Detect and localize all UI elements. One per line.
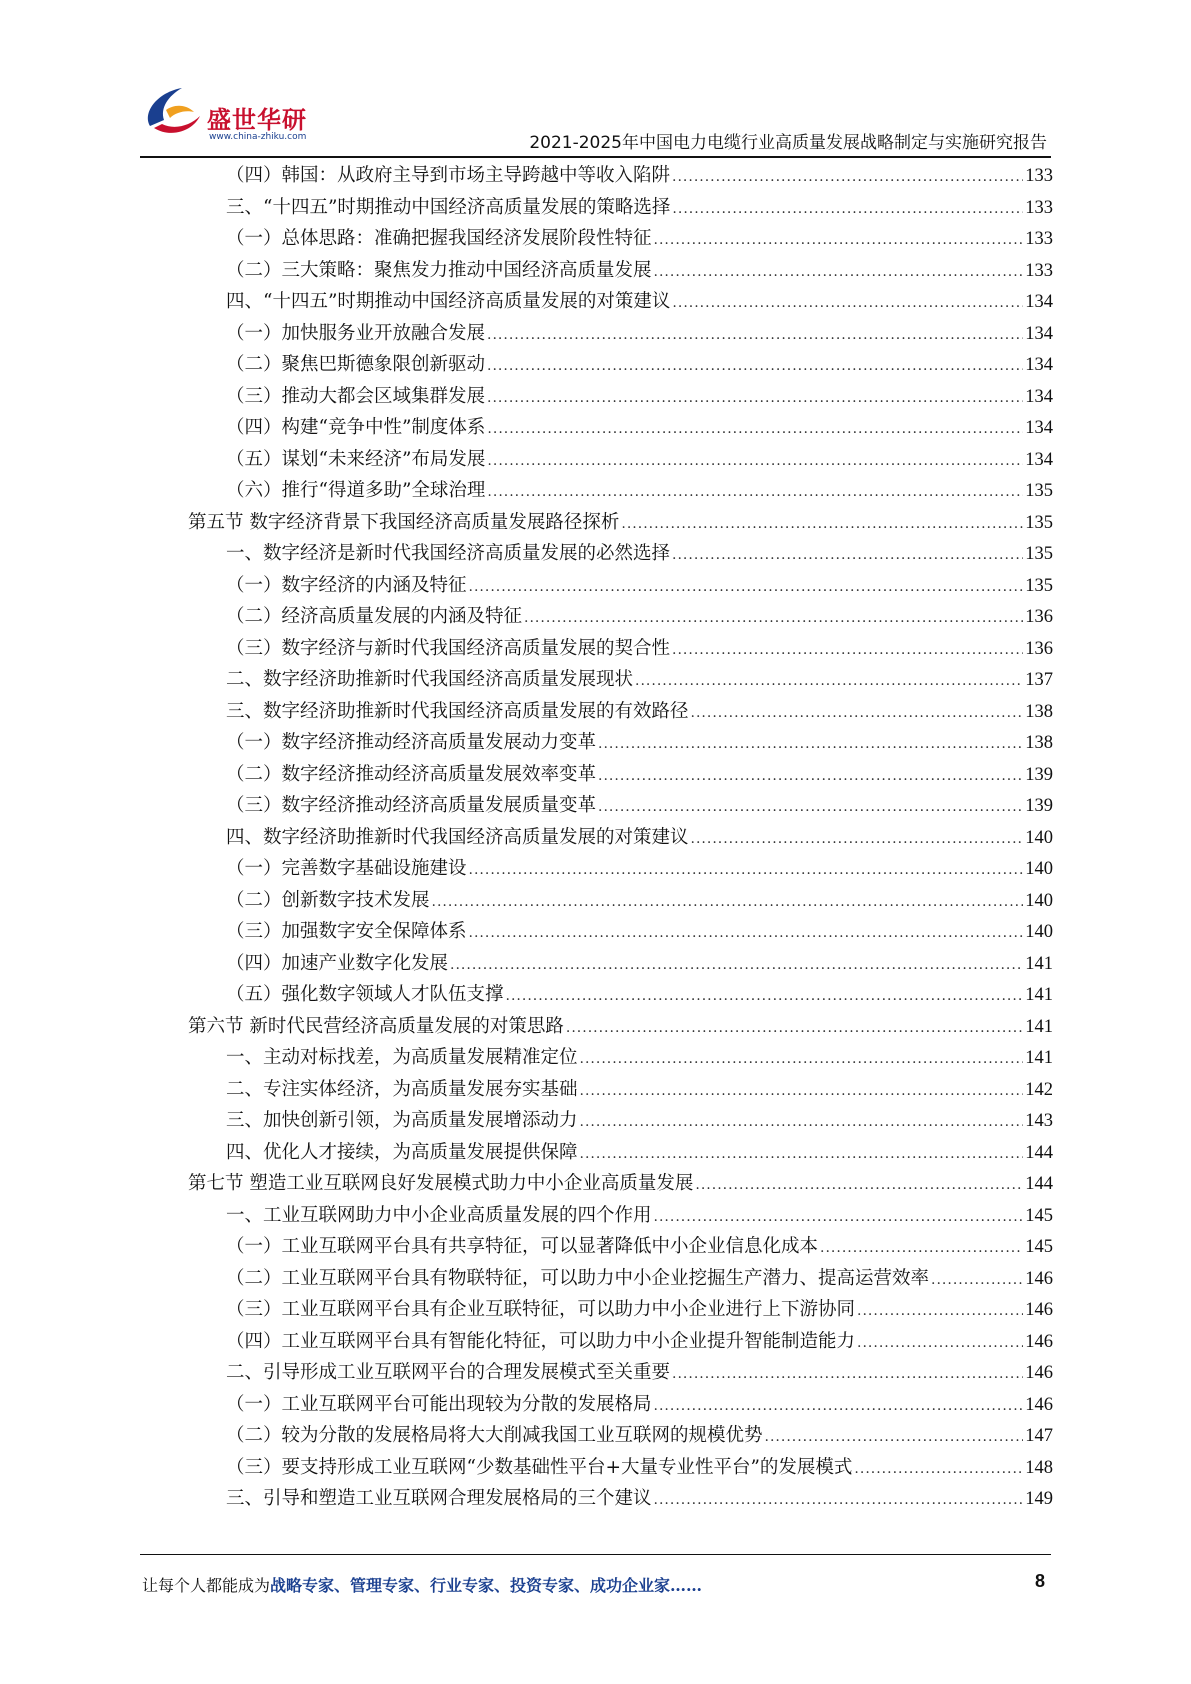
toc-leader-dots xyxy=(580,1076,1024,1108)
toc-entry[interactable] xyxy=(188,885,1053,917)
toc-leader-dots xyxy=(854,1454,1023,1486)
toc-entry-label: 一、工业互联网助力中小企业高质量发展的四个作用 xyxy=(226,1204,652,1226)
toc-entry[interactable] xyxy=(188,696,1053,728)
toc-entry[interactable] xyxy=(188,1011,1053,1043)
toc-entry-page: 135 xyxy=(1025,512,1053,533)
toc-entry-label: （二）工业互联网平台具有物联特征，可以助力中小企业挖掘生产潜力、提高运营效率 xyxy=(226,1267,930,1289)
page-number: 8 xyxy=(1034,1571,1045,1591)
toc-entry-page: 139 xyxy=(1025,796,1053,816)
toc-entry-page: 141 xyxy=(1025,953,1053,974)
toc-leader-dots xyxy=(487,414,1023,446)
toc-entry-label: （一）完善数字基础设施建设 xyxy=(226,858,467,879)
toc-leader-dots xyxy=(621,509,1023,541)
toc-leader-dots xyxy=(566,1013,1023,1045)
toc-entry-label: 四、数字经济助推新时代我国经济高质量发展的对策建议 xyxy=(226,826,689,848)
toc-entry-label: 三、加快创新引领，为高质量发展增添动力 xyxy=(226,1110,578,1131)
toc-leader-dots xyxy=(654,225,1024,257)
toc-leader-dots xyxy=(469,572,1024,604)
toc-entry[interactable] xyxy=(188,1389,1053,1421)
toc-entry-label: （五）谋划“未来经济”布局发展 xyxy=(226,448,486,470)
toc-entry-page: 134 xyxy=(1025,449,1053,470)
toc-leader-dots xyxy=(580,1107,1024,1139)
toc-entry[interactable] xyxy=(188,1452,1053,1484)
toc-entry[interactable] xyxy=(188,853,1053,885)
toc-entry-label: （一）数字经济的内涵及特征 xyxy=(226,574,467,596)
toc-entry-page: 140 xyxy=(1025,859,1053,879)
toc-entry[interactable] xyxy=(188,1294,1053,1326)
toc-entry-label: 四、“十四五”时期推动中国经济高质量发展的对策建议 xyxy=(226,291,671,312)
toc-entry[interactable] xyxy=(188,1420,1053,1452)
toc-entry[interactable] xyxy=(188,255,1053,287)
toc-entry-page: 145 xyxy=(1025,1205,1053,1226)
logo-text: 盛世华研 xyxy=(207,106,307,134)
toc-leader-dots xyxy=(487,351,1023,383)
toc-leader-dots xyxy=(432,887,1024,919)
toc-leader-dots xyxy=(598,729,1023,761)
toc-leader-dots xyxy=(487,320,1023,352)
toc-entry-page: 133 xyxy=(1025,229,1053,249)
logo-url: www.china-zhiku.com xyxy=(209,132,307,142)
toc-entry-label: 二、专注实体经济，为高质量发展夯实基础 xyxy=(226,1078,578,1100)
toc-entry[interactable] xyxy=(188,192,1053,224)
report-title: 2021-2025年中国电力电缆行业高质量发展战略制定与实施研究报告 xyxy=(529,133,1047,153)
toc-entry-page: 134 xyxy=(1025,355,1053,375)
toc-entry-label: 三、引导和塑造工业互联网合理发展格局的三个建议 xyxy=(226,1488,652,1509)
toc-entry-label: 三、“十四五”时期推动中国经济高质量发展的策略选择 xyxy=(226,196,671,218)
toc-entry-label: 二、引导形成工业互联网平台的合理发展模式至关重要 xyxy=(226,1362,671,1383)
header-divider xyxy=(140,156,1051,158)
toc-leader-dots xyxy=(450,950,1023,982)
toc-entry[interactable] xyxy=(188,381,1053,413)
toc-entry-label: （一）总体思路：准确把握我国经济发展阶段性特征 xyxy=(226,228,652,249)
toc-entry-label: （三）加强数字安全保障体系 xyxy=(226,921,467,942)
toc-entry-label: （一）加快服务业开放融合发展 xyxy=(226,322,486,344)
toc-leader-dots xyxy=(469,855,1024,887)
toc-entry[interactable] xyxy=(188,822,1053,854)
toc-entry-page: 133 xyxy=(1025,197,1053,218)
toc-entry[interactable] xyxy=(188,727,1053,759)
toc-entry[interactable] xyxy=(188,1137,1053,1169)
toc-entry-label: （五）强化数字领域人才队伍支撑 xyxy=(226,984,504,1005)
toc-entry-page: 136 xyxy=(1025,607,1053,627)
toc-entry-label: （一）工业互联网平台可能出现较为分散的发展格局 xyxy=(226,1393,652,1415)
toc-entry-page: 134 xyxy=(1025,386,1053,407)
toc-entry-label: （一）工业互联网平台具有共享特征，可以显著降低中小企业信息化成本 xyxy=(226,1236,819,1257)
toc-entry-page: 138 xyxy=(1025,733,1053,753)
toc-leader-dots xyxy=(524,603,1023,635)
toc-entry-label: （三）要支持形成工业互联网“少数基础性平台+大量专业性平台”的发展模式 xyxy=(226,1456,853,1478)
toc-entry[interactable] xyxy=(188,1168,1053,1200)
toc-leader-dots xyxy=(765,1422,1024,1454)
toc-entry-page: 135 xyxy=(1025,481,1053,501)
toc-leader-dots xyxy=(857,1328,1023,1360)
toc-leader-dots xyxy=(469,918,1024,950)
toc-leader-dots xyxy=(580,1044,1024,1076)
toc-leader-dots xyxy=(598,761,1023,793)
toc-leader-dots xyxy=(931,1265,1023,1297)
toc-leader-dots xyxy=(598,792,1023,824)
toc-entry-label: 三、数字经济助推新时代我国经济高质量发展的有效路径 xyxy=(226,700,689,722)
toc-entry[interactable] xyxy=(188,412,1053,444)
toc-entry[interactable] xyxy=(188,1200,1053,1232)
toc-entry-page: 146 xyxy=(1025,1300,1053,1320)
toc-leader-dots xyxy=(654,1391,1024,1423)
toc-entry-label: （四）工业互联网平台具有智能化特征，可以助力中小企业提升智能制造能力 xyxy=(226,1330,856,1352)
toc-entry-label: （四）加速产业数字化发展 xyxy=(226,952,449,974)
toc-leader-dots xyxy=(691,824,1024,856)
toc-leader-dots xyxy=(672,194,1023,226)
toc-entry-page: 147 xyxy=(1025,1426,1053,1446)
toc-entry-page: 133 xyxy=(1025,260,1053,281)
toc-entry-page: 134 xyxy=(1025,323,1053,344)
toc-leader-dots xyxy=(672,288,1023,320)
toc-entry[interactable] xyxy=(188,286,1053,318)
toc-entry-label: （四）韩国：从政府主导到市场主导跨越中等收入陷阱 xyxy=(226,165,671,186)
toc-leader-dots xyxy=(487,446,1023,478)
toc-leader-dots xyxy=(654,1485,1024,1517)
toc-entry[interactable] xyxy=(188,664,1053,696)
toc-entry[interactable] xyxy=(188,1357,1053,1389)
toc-entry-page: 144 xyxy=(1025,1174,1053,1194)
toc-entry-label: 一、主动对标找差，为高质量发展精准定位 xyxy=(226,1047,578,1068)
toc-entry[interactable] xyxy=(188,916,1053,948)
toc-entry-page: 138 xyxy=(1025,701,1053,722)
toc-entry-label: （二）数字经济推动经济高质量发展效率变革 xyxy=(226,763,597,785)
toc-entry[interactable] xyxy=(188,1042,1053,1074)
toc-entry-label: （三）数字经济推动经济高质量发展质量变革 xyxy=(226,795,597,816)
toc-entry-label: （二）三大策略：聚焦发力推动中国经济高质量发展 xyxy=(226,259,652,281)
toc-entry[interactable] xyxy=(188,979,1053,1011)
toc-entry[interactable] xyxy=(188,318,1053,350)
toc-leader-dots xyxy=(635,666,1023,698)
toc-leader-dots xyxy=(487,477,1023,509)
toc-entry[interactable] xyxy=(188,1105,1053,1137)
toc-entry-label: （二）经济高质量发展的内涵及特征 xyxy=(226,606,523,627)
toc-leader-dots xyxy=(820,1233,1023,1265)
footer-slogan-highlight: 战略专家、管理专家、行业专家、投资专家、成功企业家…… xyxy=(270,1576,703,1595)
toc-leader-dots xyxy=(691,698,1024,730)
toc-entry[interactable] xyxy=(188,507,1053,539)
toc-entry-label: （三）推动大都会区域集群发展 xyxy=(226,385,486,407)
toc-leader-dots xyxy=(654,257,1024,289)
footer-slogan-prefix: 让每个人都能成为 xyxy=(142,1576,271,1595)
toc-entry-page: 146 xyxy=(1025,1331,1053,1352)
toc-leader-dots xyxy=(857,1296,1023,1328)
footer-divider xyxy=(140,1554,1051,1555)
footer-slogan xyxy=(142,1573,702,1596)
toc-leader-dots xyxy=(672,635,1023,667)
toc-entry-page: 141 xyxy=(1025,1048,1053,1068)
toc-entry[interactable] xyxy=(188,1231,1053,1263)
toc-entry[interactable] xyxy=(188,1074,1053,1106)
toc-entry-label: （三）工业互联网平台具有企业互联特征，可以助力中小企业进行上下游协同 xyxy=(226,1299,856,1320)
toc-entry[interactable] xyxy=(188,1483,1053,1515)
toc-entry[interactable] xyxy=(188,570,1053,602)
toc-entry-page: 140 xyxy=(1025,890,1053,911)
toc-entry-label: 二、数字经济助推新时代我国经济高质量发展现状 xyxy=(226,669,634,690)
toc-leader-dots xyxy=(672,162,1023,194)
toc-entry-page: 148 xyxy=(1025,1457,1053,1478)
toc-entry-page: 140 xyxy=(1025,827,1053,848)
toc-entry-page: 134 xyxy=(1025,418,1053,438)
toc-entry-label: 第六节 新时代民营经济高质量发展的对策思路 xyxy=(188,1015,564,1037)
toc-entry-label: （四）构建“竞争中性”制度体系 xyxy=(226,417,486,438)
toc-entry[interactable] xyxy=(188,160,1053,192)
toc-entry-page: 136 xyxy=(1025,638,1053,659)
toc-entry-label: 第七节 塑造工业互联网良好发展模式助力中小企业高质量发展 xyxy=(188,1173,694,1194)
toc-leader-dots xyxy=(487,383,1023,415)
toc-entry-page: 135 xyxy=(1025,575,1053,596)
toc-entry-page: 140 xyxy=(1025,922,1053,942)
toc-entry-page: 137 xyxy=(1025,670,1053,690)
toc-entry-page: 139 xyxy=(1025,764,1053,785)
toc-entry[interactable] xyxy=(188,759,1053,791)
toc-entry[interactable] xyxy=(188,1326,1053,1358)
toc-entry-label: （一）数字经济推动经济高质量发展动力变革 xyxy=(226,732,597,753)
toc-entry-label: （二）聚焦巴斯德象限创新驱动 xyxy=(226,354,486,375)
toc-entry[interactable] xyxy=(188,444,1053,476)
toc-entry[interactable] xyxy=(188,790,1053,822)
toc-entry[interactable] xyxy=(188,633,1053,665)
toc-entry[interactable] xyxy=(188,948,1053,980)
toc-entry-page: 133 xyxy=(1025,166,1053,186)
toc-entry-label: 四、优化人才接续，为高质量发展提供保障 xyxy=(226,1141,578,1163)
toc-entry-label: 一、数字经济是新时代我国经济高质量发展的必然选择 xyxy=(226,543,671,564)
toc-leader-dots xyxy=(654,1202,1024,1234)
toc-entry-page: 144 xyxy=(1025,1142,1053,1163)
toc-entry-page: 135 xyxy=(1025,544,1053,564)
toc-entry-page: 143 xyxy=(1025,1111,1053,1131)
toc-entry[interactable] xyxy=(188,601,1053,633)
toc-entry-page: 146 xyxy=(1025,1268,1053,1289)
toc-entry-page: 134 xyxy=(1025,292,1053,312)
toc-entry-label: （二）较为分散的发展格局将大大削减我国工业互联网的规模优势 xyxy=(226,1425,763,1446)
toc-leader-dots xyxy=(695,1170,1023,1202)
toc-entry[interactable] xyxy=(188,223,1053,255)
toc-entry-page: 149 xyxy=(1025,1489,1053,1509)
toc-leader-dots xyxy=(580,1139,1024,1171)
toc-entry-page: 146 xyxy=(1025,1394,1053,1415)
toc-entry[interactable] xyxy=(188,475,1053,507)
toc-leader-dots xyxy=(672,540,1023,572)
toc-entry[interactable] xyxy=(188,349,1053,381)
toc-leader-dots xyxy=(672,1359,1023,1391)
toc-entry-page: 141 xyxy=(1025,1016,1053,1037)
toc-entry-label: 第五节 数字经济背景下我国经济高质量发展路径探析 xyxy=(188,511,620,533)
toc-entry-label: （六）推行“得道多助”全球治理 xyxy=(226,480,486,501)
toc-entry-label: （二）创新数字技术发展 xyxy=(226,889,430,911)
toc-entry[interactable] xyxy=(188,1263,1053,1295)
table-of-contents xyxy=(188,160,1053,1515)
toc-entry[interactable] xyxy=(188,538,1053,570)
toc-entry-page: 146 xyxy=(1025,1363,1053,1383)
toc-leader-dots xyxy=(506,981,1024,1013)
logo-swoosh-icon xyxy=(140,82,210,142)
toc-entry-page: 142 xyxy=(1025,1079,1053,1100)
toc-entry-page: 141 xyxy=(1025,985,1053,1005)
toc-entry-label: （三）数字经济与新时代我国经济高质量发展的契合性 xyxy=(226,637,671,659)
toc-entry-page: 145 xyxy=(1025,1237,1053,1257)
